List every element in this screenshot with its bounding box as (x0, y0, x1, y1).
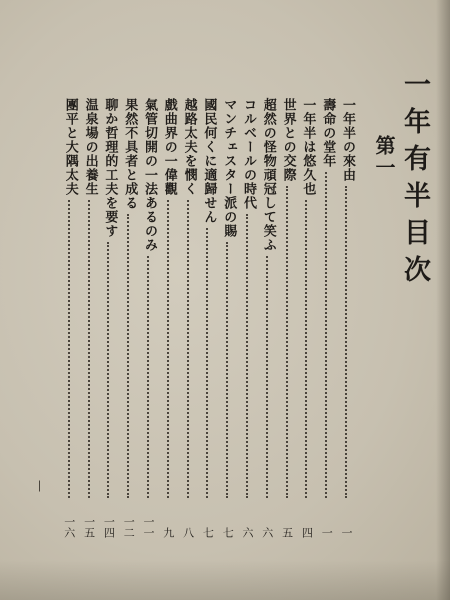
dot-leader (167, 200, 169, 498)
page-folio-mark: — (33, 480, 47, 492)
dot-leader (147, 256, 149, 498)
toc-entry-title: 聊か哲理的工夫を要す (102, 98, 118, 238)
toc-entry (298, 98, 314, 538)
toc-entry-title: 温泉場の出養生 (82, 98, 98, 196)
toc-entry-title: 越路太夫を憫く (181, 98, 197, 196)
section-heading: 第一 (372, 135, 396, 179)
toc-entry (338, 98, 354, 538)
toc-entry (199, 98, 215, 538)
dot-leader (187, 200, 189, 498)
toc-entry (239, 98, 255, 538)
toc-entry (180, 98, 196, 538)
dot-leader (325, 172, 327, 498)
toc-entry-title: マンチェスター派の賜 (221, 98, 237, 238)
toc-entry-title: 戲曲界の一偉觀 (161, 98, 177, 196)
toc-entry-title: 超然の怪物頑冠して笑ふ (260, 98, 276, 252)
toc-entry-page-number: 一一 (142, 516, 155, 538)
dot-leader (88, 200, 90, 498)
toc-entry-page-number: 一四 (102, 516, 116, 538)
toc-entry-title: 一年半は悠久也 (300, 98, 316, 196)
toc-entry-page-number: 六 (241, 527, 254, 538)
dot-leader (68, 200, 70, 498)
toc-entry (160, 98, 176, 538)
dot-leader (127, 214, 129, 498)
toc-entry-page-number: 四 (300, 527, 314, 538)
toc-entry-page-number: 八 (181, 527, 195, 538)
contents-title: 一年有半目次 (399, 70, 430, 292)
toc-entry-page-number: 六 (260, 527, 274, 538)
toc-entry-page-number: 一二 (122, 516, 136, 538)
toc-entry (81, 98, 97, 538)
toc-entry-title: 團平と大隅太夫 (62, 98, 78, 196)
toc-entry-title: 一年半の來由 (340, 98, 355, 182)
toc-entry-title: 壽命の堂年 (320, 98, 336, 168)
toc-entry-page-number: 一五 (82, 516, 96, 538)
dot-leader (226, 242, 228, 498)
toc-entry-page-number: 五 (280, 527, 294, 538)
toc-entry (61, 98, 77, 538)
toc-entry (279, 98, 295, 538)
toc-entry-page-number: 九 (161, 527, 175, 538)
toc-entry-page-number: 一六 (62, 516, 76, 538)
toc-entry-title: コルベールの時代 (241, 98, 256, 210)
toc-entry (318, 98, 334, 538)
toc-entry-page-number: 一 (340, 527, 353, 538)
toc-entry-page-number: 七 (201, 527, 215, 538)
toc-entry-page-number: 七 (221, 527, 235, 538)
page-bottom-shadow (0, 560, 450, 600)
page-edge-shadow (436, 0, 450, 600)
dot-leader (206, 228, 208, 498)
dot-leader (246, 214, 248, 498)
dot-leader (286, 186, 288, 498)
toc-entry (140, 98, 156, 538)
dot-leader (266, 256, 268, 498)
toc-entry-title: 世界との交際 (280, 98, 296, 182)
toc-entry-page-number: 一 (320, 527, 334, 538)
toc-entry (120, 98, 136, 538)
toc-entry (219, 98, 235, 538)
toc-entry-title: 果然不具者と成る (122, 98, 138, 210)
toc-entry (100, 98, 116, 538)
dot-leader (345, 186, 347, 498)
toc-entry-title: 氣管切開の一法あるのみ (142, 98, 157, 252)
dot-leader (107, 242, 109, 498)
toc-entry-title: 國民何くに適歸せん (201, 98, 217, 224)
toc-entry (259, 98, 275, 538)
dot-leader (305, 200, 307, 498)
